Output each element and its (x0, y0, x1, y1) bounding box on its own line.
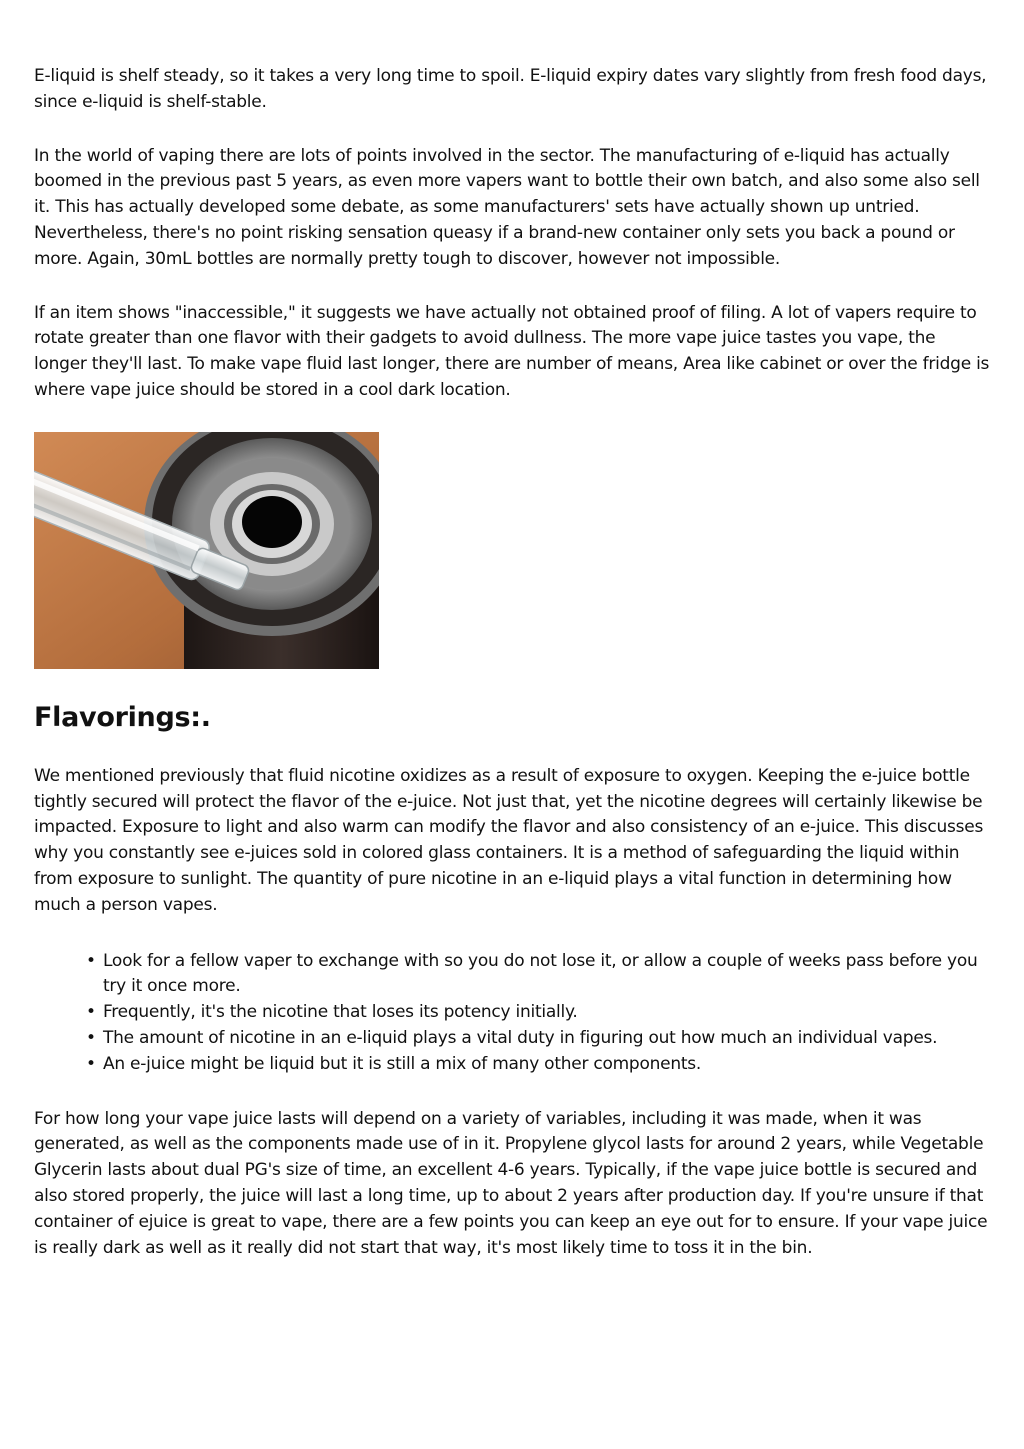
list-item (86, 1000, 992, 1026)
list-item (86, 1026, 992, 1052)
list-item-text: An e-juice might be liquid but it is still a mix of many other components. (103, 1053, 702, 1074)
list-item (86, 949, 992, 1001)
list-item-text: Frequently, it's the nicotine that loses its potency initially. (103, 1002, 578, 1023)
bullet-icon: • (86, 1002, 96, 1023)
heading-flavorings: Flavorings:. (34, 701, 211, 733)
list-item (86, 1052, 992, 1078)
bullet-icon: • (86, 1027, 96, 1048)
dropper-filling-tank-photo (34, 432, 379, 669)
paragraph-manufacturing: In the world of vaping there are lots of points involved in the sector. The manufacturing of e-liquid has actually boomed in the previous past 5 years, as even more vapers want to bottle their own batch, and also some also sell it. This has actually developed some debate, as some manufacturers' sets have actually shown up untried. Nevertheless, there's no point risking sensation queasy if a brand-new container only sets you back a pound or more. Again, 30mL bottles are normally pretty tough to discover, however not impossible. (34, 145, 980, 269)
tips-list (34, 949, 992, 1078)
list-item-text: Look for a fellow vaper to exchange with so you do not lose it, or allow a couple of weeks pass before you try it once more. (103, 950, 978, 997)
paragraph-availability: If an item shows "inaccessible," it suggests we have actually not obtained proof of filing. A lot of vapers require to rotate greater than one flavor with their gadgets to avoid dullness. The more vape juice tastes you vape, the longer they'll last. To make vape fluid last longer, there are number of means, Area like cabinet or over the fridge is where vape juice should be stored in a cool dark location. (34, 302, 990, 400)
paragraph-shelf-life: E-liquid is shelf steady, so it takes a very long time to spoil. E-liquid expiry dates vary slightly from fresh food days, since e-liquid is shelf-stable. (34, 66, 987, 112)
bullet-icon: • (86, 1053, 96, 1074)
paragraph-lifespan: For how long your vape juice lasts will depend on a variety of variables, including it was made, when it was generated, as well as the components made use of in it. Propylene glycol lasts for around 2 years, while Vegetable Glycerin lasts about dual PG's size of time, an excellent 4-6 years. Typically, if the vape juice bottle is secured and also stored properly, the juice will last a long time, up to about 2 years after production day. If you're unsure if that container of ejuice is great to vape, there are a few points you can keep an eye out for to ensure. If your vape juice is really dark as well as it really did not start that way, it's most likely time to toss it in the bin. (34, 1108, 988, 1258)
article (34, 64, 992, 1261)
paragraph-oxidation: We mentioned previously that fluid nicotine oxidizes as a result of exposure to oxygen. Keeping the e-juice bottle tightly secured will protect the flavor of the e-juice. Not just that, yet the nicotine degrees will certainly likewise be impacted. Exposure to light and also warm can modify the flavor and also consistency of an e-juice. This discusses why you constantly see e-juices sold in colored glass containers. It is a method of safeguarding the liquid within from exposure to sunlight. The quantity of pure nicotine in an e-liquid plays a vital function in determining how much a person vapes. (34, 765, 984, 915)
list-item-text: The amount of nicotine in an e-liquid plays a vital duty in figuring out how much an individual vapes. (103, 1027, 938, 1048)
bullet-icon: • (86, 950, 96, 971)
